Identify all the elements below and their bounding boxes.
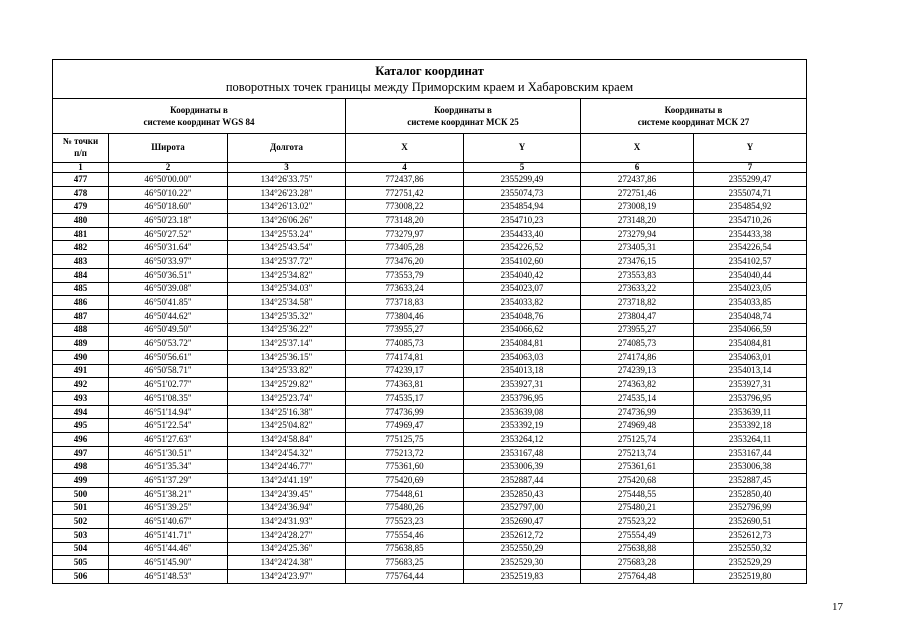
cell-latitude: 46°50'58.71": [109, 364, 228, 378]
cell-msk25-x: 772751,42: [346, 186, 464, 200]
cell-point-number: 500: [53, 487, 109, 501]
cell-msk25-y: 2352850,43: [464, 487, 581, 501]
cell-msk27-y: 2354433,38: [694, 227, 807, 241]
cell-msk27-y: 2354226,54: [694, 241, 807, 255]
cell-msk27-y: 2354023,05: [694, 282, 807, 296]
table-row: [53, 268, 807, 282]
cell-msk27-y: 2352550,32: [694, 542, 807, 556]
cell-point-number: 482: [53, 241, 109, 255]
column-header-msk27-x: X: [581, 134, 694, 163]
cell-msk25-x: 775420,69: [346, 474, 464, 488]
cell-msk25-y: 2353167,48: [464, 446, 581, 460]
cell-msk25-y: 2354066,62: [464, 323, 581, 337]
cell-msk27-x: 273279,94: [581, 227, 694, 241]
page-number: 17: [832, 601, 843, 613]
cell-latitude: 46°50'18.60": [109, 200, 228, 214]
cell-latitude: 46°50'53.72": [109, 337, 228, 351]
cell-msk27-y: 2354710,26: [694, 214, 807, 228]
cell-point-number: 498: [53, 460, 109, 474]
table-row: [53, 378, 807, 392]
cell-point-number: 486: [53, 296, 109, 310]
cell-msk27-y: 2354063,01: [694, 350, 807, 364]
cell-longitude: 134°25'16.38": [228, 405, 346, 419]
table-row: [53, 405, 807, 419]
cell-msk25-y: 2354048,76: [464, 309, 581, 323]
cell-msk25-x: 775764,44: [346, 569, 464, 583]
cell-msk27-x: 273955,27: [581, 323, 694, 337]
table-row: [53, 392, 807, 406]
cell-msk25-y: 2354033,82: [464, 296, 581, 310]
system-header-msk25: Координаты в системе координат МСК 25: [346, 99, 581, 134]
cell-msk27-y: 2354066,59: [694, 323, 807, 337]
column-header-latitude: Широта: [109, 134, 228, 163]
cell-msk27-y: 2353927,31: [694, 378, 807, 392]
cell-msk25-y: 2354433,40: [464, 227, 581, 241]
cell-point-number: 490: [53, 350, 109, 364]
cell-point-number: 501: [53, 501, 109, 515]
cell-point-number: 499: [53, 474, 109, 488]
cell-msk27-x: 274736,99: [581, 405, 694, 419]
cell-msk25-x: 775361,60: [346, 460, 464, 474]
column-number-4: 4: [346, 163, 464, 173]
table-title: Каталог координат: [375, 63, 484, 78]
table-row: [53, 460, 807, 474]
cell-msk25-y: 2353392,19: [464, 419, 581, 433]
cell-longitude: 134°25'43.54": [228, 241, 346, 255]
cell-msk25-x: 775480,26: [346, 501, 464, 515]
cell-msk27-y: 2353796,95: [694, 392, 807, 406]
cell-point-number: 494: [53, 405, 109, 419]
cell-point-number: 493: [53, 392, 109, 406]
cell-latitude: 46°51'40.67": [109, 515, 228, 529]
cell-msk27-x: 275554,49: [581, 528, 694, 542]
cell-msk25-x: 774085,73: [346, 337, 464, 351]
coordinate-catalog-table: [52, 59, 807, 584]
cell-msk27-x: 275638,88: [581, 542, 694, 556]
cell-msk27-x: 273008,19: [581, 200, 694, 214]
point-number-header: № точки п/п: [53, 134, 109, 163]
cell-latitude: 46°51'38.21": [109, 487, 228, 501]
cell-msk27-y: 2353006,38: [694, 460, 807, 474]
cell-point-number: 505: [53, 556, 109, 570]
cell-msk25-y: 2352550,29: [464, 542, 581, 556]
cell-msk27-x: 275448,55: [581, 487, 694, 501]
cell-msk25-y: 2352519,83: [464, 569, 581, 583]
cell-msk27-x: 274969,48: [581, 419, 694, 433]
column-header-msk25-y: Y: [464, 134, 581, 163]
cell-msk25-y: 2353264,12: [464, 433, 581, 447]
cell-msk27-x: 275420,68: [581, 474, 694, 488]
cell-point-number: 481: [53, 227, 109, 241]
cell-msk27-y: 2352612,73: [694, 528, 807, 542]
cell-point-number: 485: [53, 282, 109, 296]
cell-msk25-y: 2352797,00: [464, 501, 581, 515]
cell-latitude: 46°50'31.64": [109, 241, 228, 255]
cell-msk27-y: 2355299,47: [694, 173, 807, 187]
cell-longitude: 134°24'36.94": [228, 501, 346, 515]
cell-msk25-x: 773405,28: [346, 241, 464, 255]
cell-point-number: 492: [53, 378, 109, 392]
table-body: [53, 173, 807, 584]
system-header-wgs84: Координаты в системе координат WGS 84: [53, 99, 346, 134]
cell-point-number: 504: [53, 542, 109, 556]
cell-longitude: 134°26'23.28": [228, 186, 346, 200]
cell-msk25-x: 773008,22: [346, 200, 464, 214]
cell-point-number: 503: [53, 528, 109, 542]
cell-msk25-y: 2354063,03: [464, 350, 581, 364]
system-header-msk27: Координаты в системе координат МСК 27: [581, 99, 807, 134]
cell-longitude: 134°25'37.72": [228, 255, 346, 269]
cell-msk27-y: 2352887,45: [694, 474, 807, 488]
cell-msk27-y: 2352690,51: [694, 515, 807, 529]
cell-point-number: 491: [53, 364, 109, 378]
table-row: [53, 419, 807, 433]
cell-latitude: 46°51'41.71": [109, 528, 228, 542]
cell-longitude: 134°24'31.93": [228, 515, 346, 529]
cell-msk25-x: 775638,85: [346, 542, 464, 556]
cell-point-number: 483: [53, 255, 109, 269]
cell-longitude: 134°25'23.74": [228, 392, 346, 406]
cell-point-number: 502: [53, 515, 109, 529]
cell-msk27-y: 2353167,44: [694, 446, 807, 460]
cell-msk25-x: 775683,25: [346, 556, 464, 570]
cell-msk27-x: 273476,15: [581, 255, 694, 269]
cell-msk27-y: 2355074,71: [694, 186, 807, 200]
cell-latitude: 46°51'22.54": [109, 419, 228, 433]
cell-msk27-x: 272437,86: [581, 173, 694, 187]
cell-msk27-x: 273633,22: [581, 282, 694, 296]
table-row: [53, 214, 807, 228]
cell-point-number: 496: [53, 433, 109, 447]
cell-longitude: 134°24'58.84": [228, 433, 346, 447]
cell-longitude: 134°25'34.58": [228, 296, 346, 310]
cell-msk25-x: 774736,99: [346, 405, 464, 419]
table-row: [53, 350, 807, 364]
table-row: [53, 542, 807, 556]
cell-msk25-y: 2353927,31: [464, 378, 581, 392]
cell-msk27-y: 2354013,14: [694, 364, 807, 378]
cell-msk25-x: 773955,27: [346, 323, 464, 337]
cell-latitude: 46°51'44.46": [109, 542, 228, 556]
cell-msk25-y: 2354084,81: [464, 337, 581, 351]
column-header-msk27-y: Y: [694, 134, 807, 163]
column-number-3: 3: [228, 163, 346, 173]
cell-msk27-x: 274174,86: [581, 350, 694, 364]
table-row: [53, 309, 807, 323]
cell-msk27-x: 273804,47: [581, 309, 694, 323]
cell-msk27-y: 2354048,74: [694, 309, 807, 323]
cell-latitude: 46°51'45.90": [109, 556, 228, 570]
column-number-6: 6: [581, 163, 694, 173]
cell-latitude: 46°50'23.18": [109, 214, 228, 228]
cell-latitude: 46°51'14.94": [109, 405, 228, 419]
cell-latitude: 46°50'39.08": [109, 282, 228, 296]
cell-longitude: 134°25'33.82": [228, 364, 346, 378]
cell-msk27-x: 274085,73: [581, 337, 694, 351]
cell-longitude: 134°24'39.45": [228, 487, 346, 501]
cell-latitude: 46°50'56.61": [109, 350, 228, 364]
cell-msk25-x: 774174,81: [346, 350, 464, 364]
table-row: [53, 186, 807, 200]
cell-msk25-y: 2354710,23: [464, 214, 581, 228]
cell-latitude: 46°50'41.85": [109, 296, 228, 310]
cell-latitude: 46°51'02.77": [109, 378, 228, 392]
cell-msk25-y: 2353006,39: [464, 460, 581, 474]
cell-msk27-x: 273148,20: [581, 214, 694, 228]
cell-msk27-y: 2354102,57: [694, 255, 807, 269]
cell-msk25-x: 775213,72: [346, 446, 464, 460]
cell-msk25-y: 2355074,73: [464, 186, 581, 200]
cell-msk27-x: 273553,83: [581, 268, 694, 282]
table-title-cell: [53, 60, 807, 99]
cell-point-number: 506: [53, 569, 109, 583]
column-number-2: 2: [109, 163, 228, 173]
table-row: [53, 227, 807, 241]
cell-longitude: 134°25'34.03": [228, 282, 346, 296]
table-row: [53, 255, 807, 269]
cell-msk25-x: 774363,81: [346, 378, 464, 392]
table-row: [53, 282, 807, 296]
cell-msk27-x: 274239,13: [581, 364, 694, 378]
cell-longitude: 134°25'34.82": [228, 268, 346, 282]
table-row: [53, 173, 807, 187]
column-header-msk25-x: X: [346, 134, 464, 163]
cell-longitude: 134°26'06.26": [228, 214, 346, 228]
cell-point-number: 479: [53, 200, 109, 214]
cell-point-number: 489: [53, 337, 109, 351]
cell-longitude: 134°24'25.36": [228, 542, 346, 556]
cell-longitude: 134°24'41.19": [228, 474, 346, 488]
column-number-1: 1: [53, 163, 109, 173]
cell-point-number: 484: [53, 268, 109, 282]
cell-latitude: 46°51'37.29": [109, 474, 228, 488]
cell-point-number: 480: [53, 214, 109, 228]
cell-msk25-y: 2352529,30: [464, 556, 581, 570]
column-number-7: 7: [694, 163, 807, 173]
cell-latitude: 46°50'27.52": [109, 227, 228, 241]
cell-latitude: 46°50'33.97": [109, 255, 228, 269]
cell-msk27-x: 275361,61: [581, 460, 694, 474]
table-row: [53, 296, 807, 310]
cell-msk27-y: 2354854,92: [694, 200, 807, 214]
cell-longitude: 134°24'54.32": [228, 446, 346, 460]
table-row: [53, 364, 807, 378]
cell-point-number: 477: [53, 173, 109, 187]
cell-msk25-x: 775523,23: [346, 515, 464, 529]
cell-msk25-x: 774535,17: [346, 392, 464, 406]
cell-msk27-x: 274535,14: [581, 392, 694, 406]
cell-msk27-y: 2354033,85: [694, 296, 807, 310]
cell-msk25-x: 773476,20: [346, 255, 464, 269]
cell-longitude: 134°26'33.75": [228, 173, 346, 187]
column-number-5: 5: [464, 163, 581, 173]
cell-point-number: 495: [53, 419, 109, 433]
cell-msk25-x: 775448,61: [346, 487, 464, 501]
cell-msk27-x: 275523,22: [581, 515, 694, 529]
cell-latitude: 46°50'36.51": [109, 268, 228, 282]
table-row: [53, 569, 807, 583]
cell-msk25-y: 2354854,94: [464, 200, 581, 214]
cell-longitude: 134°25'36.15": [228, 350, 346, 364]
cell-longitude: 134°24'28.27": [228, 528, 346, 542]
cell-msk25-x: 773633,24: [346, 282, 464, 296]
cell-latitude: 46°51'48.53": [109, 569, 228, 583]
cell-msk25-y: 2353796,95: [464, 392, 581, 406]
cell-longitude: 134°26'13.02": [228, 200, 346, 214]
table-row: [53, 556, 807, 570]
table-row: [53, 474, 807, 488]
cell-msk27-x: 272751,46: [581, 186, 694, 200]
table-row: [53, 528, 807, 542]
cell-msk27-y: 2354084,81: [694, 337, 807, 351]
table-row: [53, 337, 807, 351]
cell-msk25-x: 775125,75: [346, 433, 464, 447]
cell-point-number: 497: [53, 446, 109, 460]
column-header-longitude: Долгота: [228, 134, 346, 163]
table-row: [53, 241, 807, 255]
cell-latitude: 46°50'44.62": [109, 309, 228, 323]
cell-msk27-x: 275683,28: [581, 556, 694, 570]
cell-msk25-x: 773804,46: [346, 309, 464, 323]
cell-msk27-x: 275764,48: [581, 569, 694, 583]
cell-msk25-x: 774969,47: [346, 419, 464, 433]
cell-msk25-x: 774239,17: [346, 364, 464, 378]
table-subtitle: поворотных точек границы между Приморским краем и Хабаровским краем: [225, 80, 634, 94]
cell-latitude: 46°51'08.35": [109, 392, 228, 406]
cell-longitude: 134°25'37.14": [228, 337, 346, 351]
cell-msk25-x: 775554,46: [346, 528, 464, 542]
cell-msk25-y: 2355299,49: [464, 173, 581, 187]
cell-longitude: 134°24'46.77": [228, 460, 346, 474]
cell-latitude: 46°50'00.00": [109, 173, 228, 187]
cell-longitude: 134°25'29.82": [228, 378, 346, 392]
cell-msk27-x: 273405,31: [581, 241, 694, 255]
cell-msk25-x: 772437,86: [346, 173, 464, 187]
cell-msk27-y: 2352796,99: [694, 501, 807, 515]
cell-msk27-y: 2353639,11: [694, 405, 807, 419]
cell-msk25-y: 2354040,42: [464, 268, 581, 282]
table-row: [53, 200, 807, 214]
cell-msk27-y: 2353264,11: [694, 433, 807, 447]
cell-latitude: 46°51'39.25": [109, 501, 228, 515]
cell-msk27-y: 2352529,29: [694, 556, 807, 570]
cell-longitude: 134°24'23.97": [228, 569, 346, 583]
cell-latitude: 46°51'30.51": [109, 446, 228, 460]
cell-longitude: 134°25'36.22": [228, 323, 346, 337]
cell-latitude: 46°51'35.34": [109, 460, 228, 474]
cell-msk27-x: 275480,21: [581, 501, 694, 515]
table-row: [53, 515, 807, 529]
cell-msk25-x: 773718,83: [346, 296, 464, 310]
cell-msk25-y: 2352887,44: [464, 474, 581, 488]
cell-msk25-x: 773553,79: [346, 268, 464, 282]
cell-msk25-y: 2354013,18: [464, 364, 581, 378]
cell-msk25-y: 2352612,72: [464, 528, 581, 542]
cell-msk27-x: 275213,74: [581, 446, 694, 460]
table-row: [53, 433, 807, 447]
table-row: [53, 487, 807, 501]
cell-msk25-y: 2353639,08: [464, 405, 581, 419]
cell-msk27-y: 2354040,44: [694, 268, 807, 282]
table-row: [53, 323, 807, 337]
cell-msk25-y: 2352690,47: [464, 515, 581, 529]
cell-latitude: 46°50'49.50": [109, 323, 228, 337]
cell-longitude: 134°25'35.32": [228, 309, 346, 323]
cell-longitude: 134°24'24.38": [228, 556, 346, 570]
cell-point-number: 487: [53, 309, 109, 323]
cell-msk25-y: 2354023,07: [464, 282, 581, 296]
cell-msk27-y: 2353392,18: [694, 419, 807, 433]
table-row: [53, 501, 807, 515]
cell-longitude: 134°25'04.82": [228, 419, 346, 433]
cell-msk27-x: 275125,74: [581, 433, 694, 447]
cell-point-number: 478: [53, 186, 109, 200]
cell-msk25-y: 2354102,60: [464, 255, 581, 269]
cell-latitude: 46°50'10.22": [109, 186, 228, 200]
cell-msk25-y: 2354226,52: [464, 241, 581, 255]
cell-msk27-y: 2352850,40: [694, 487, 807, 501]
cell-msk27-x: 273718,82: [581, 296, 694, 310]
cell-msk27-x: 274363,82: [581, 378, 694, 392]
cell-longitude: 134°25'53.24": [228, 227, 346, 241]
cell-msk25-x: 773148,20: [346, 214, 464, 228]
cell-latitude: 46°51'27.63": [109, 433, 228, 447]
cell-msk27-y: 2352519,80: [694, 569, 807, 583]
cell-point-number: 488: [53, 323, 109, 337]
table-row: [53, 446, 807, 460]
cell-msk25-x: 773279,97: [346, 227, 464, 241]
